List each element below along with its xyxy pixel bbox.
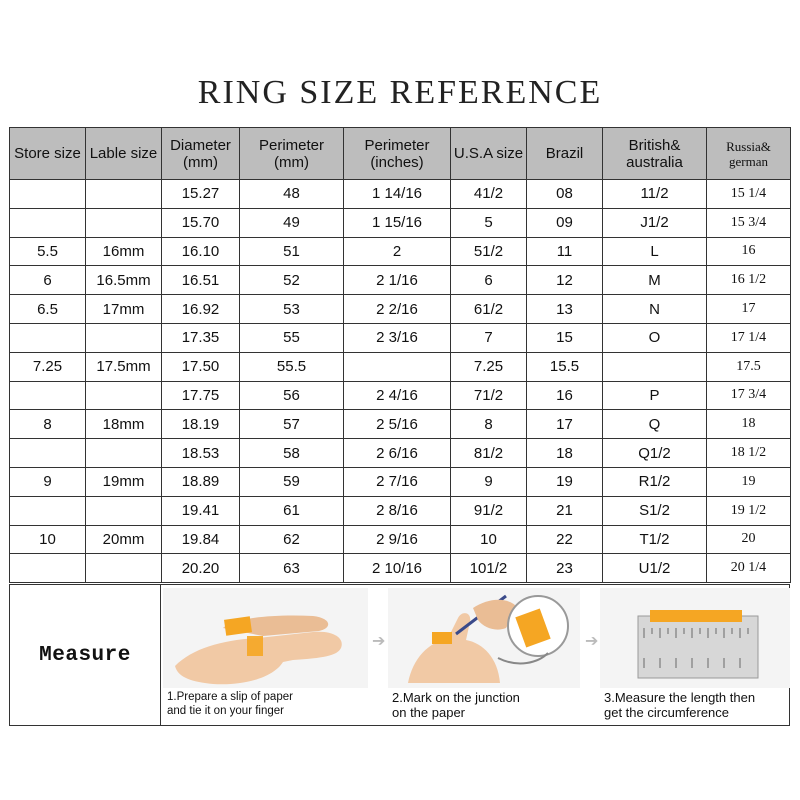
- table-cell: S1/2: [603, 496, 707, 525]
- table-row: [10, 525, 791, 554]
- table-cell: [86, 496, 162, 525]
- table-cell: 15.70: [162, 208, 240, 237]
- table-cell: 16.5mm: [86, 266, 162, 295]
- table-cell: 55.5: [240, 352, 344, 381]
- table-cell: 09: [527, 208, 603, 237]
- finger-wrap-illustration: [163, 588, 368, 688]
- table-cell: 9: [10, 467, 86, 496]
- table-row: [10, 467, 791, 496]
- table-cell: [603, 352, 707, 381]
- table-cell: R1/2: [603, 467, 707, 496]
- table-cell: 19.84: [162, 525, 240, 554]
- table-cell: 2 10/16: [344, 554, 451, 583]
- table-cell: 20 1/4: [707, 554, 791, 583]
- table-cell: 53: [240, 295, 344, 324]
- table-cell: 2 7/16: [344, 467, 451, 496]
- table-cell: 101/2: [451, 554, 527, 583]
- table-cell: 19: [707, 467, 791, 496]
- table-cell: 16.92: [162, 295, 240, 324]
- table-cell: [86, 381, 162, 410]
- table-cell: 17 3/4: [707, 381, 791, 410]
- table-cell: 91/2: [451, 496, 527, 525]
- table-cell: 21: [527, 496, 603, 525]
- table-cell: 11: [527, 237, 603, 266]
- table-cell: 22: [527, 525, 603, 554]
- table-cell: 11/2: [603, 180, 707, 209]
- table-cell: M: [603, 266, 707, 295]
- table-cell: [10, 496, 86, 525]
- ruler-measure-illustration: [600, 588, 790, 688]
- table-cell: 81/2: [451, 439, 527, 468]
- table-cell: 16 1/2: [707, 266, 791, 295]
- table-cell: 12: [527, 266, 603, 295]
- table-cell: 15.27: [162, 180, 240, 209]
- table-cell: 1 15/16: [344, 208, 451, 237]
- step-2-caption: 2.Mark on the junction on the paper: [392, 690, 520, 720]
- table-cell: 57: [240, 410, 344, 439]
- table-row: [10, 208, 791, 237]
- table-cell: 1 14/16: [344, 180, 451, 209]
- arrow-right-icon: ➔: [372, 633, 386, 650]
- table-cell: 18.89: [162, 467, 240, 496]
- table-cell: 17mm: [86, 295, 162, 324]
- column-header: U.S.A size: [451, 128, 527, 180]
- table-cell: 18 1/2: [707, 439, 791, 468]
- table-cell: 17.50: [162, 352, 240, 381]
- table-cell: 19.41: [162, 496, 240, 525]
- table-cell: 16: [527, 381, 603, 410]
- measure-step-3: [600, 585, 790, 725]
- table-cell: 5: [451, 208, 527, 237]
- table-cell: 2 8/16: [344, 496, 451, 525]
- table-cell: 41/2: [451, 180, 527, 209]
- table-cell: 23: [527, 554, 603, 583]
- table-cell: 19mm: [86, 467, 162, 496]
- table-cell: 48: [240, 180, 344, 209]
- table-cell: 51: [240, 237, 344, 266]
- table-cell: 49: [240, 208, 344, 237]
- table-cell: 61: [240, 496, 344, 525]
- table-cell: 15 1/4: [707, 180, 791, 209]
- table-cell: 6.5: [10, 295, 86, 324]
- table-cell: 19 1/2: [707, 496, 791, 525]
- table-cell: 55: [240, 323, 344, 352]
- table-row: [10, 180, 791, 209]
- table-cell: Q1/2: [603, 439, 707, 468]
- table-cell: 10: [451, 525, 527, 554]
- table-cell: 59: [240, 467, 344, 496]
- table-row: [10, 295, 791, 324]
- table-cell: 6: [451, 266, 527, 295]
- table-cell: 52: [240, 266, 344, 295]
- table-cell: 17.35: [162, 323, 240, 352]
- table-cell: [86, 439, 162, 468]
- table-cell: 7.25: [451, 352, 527, 381]
- table-row: [10, 410, 791, 439]
- column-header: Perimeter (inches): [344, 128, 451, 180]
- table-row: [10, 266, 791, 295]
- table-cell: U1/2: [603, 554, 707, 583]
- table-cell: [10, 381, 86, 410]
- ring-size-table: [9, 127, 791, 583]
- column-header: Russia& german: [707, 128, 791, 180]
- table-cell: 2 1/16: [344, 266, 451, 295]
- table-cell: 2 4/16: [344, 381, 451, 410]
- table-cell: 13: [527, 295, 603, 324]
- table-cell: [86, 208, 162, 237]
- table-cell: 58: [240, 439, 344, 468]
- table-row: [10, 496, 791, 525]
- table-cell: 2 3/16: [344, 323, 451, 352]
- column-header: Store size: [10, 128, 86, 180]
- table-cell: 18mm: [86, 410, 162, 439]
- table-row: [10, 439, 791, 468]
- table-cell: 51/2: [451, 237, 527, 266]
- table-cell: 17: [707, 295, 791, 324]
- table-header-row: [10, 128, 791, 180]
- table-cell: 18.19: [162, 410, 240, 439]
- table-cell: [10, 180, 86, 209]
- table-cell: 2 2/16: [344, 295, 451, 324]
- column-header: Lable size: [86, 128, 162, 180]
- table-cell: 17.75: [162, 381, 240, 410]
- table-cell: 7: [451, 323, 527, 352]
- table-cell: 19: [527, 467, 603, 496]
- table-cell: [10, 323, 86, 352]
- table-cell: 18.53: [162, 439, 240, 468]
- arrow-right-icon: ➔: [585, 633, 599, 650]
- table-row: [10, 323, 791, 352]
- table-body: [10, 180, 791, 583]
- table-cell: 8: [10, 410, 86, 439]
- table-cell: 56: [240, 381, 344, 410]
- table-row: [10, 554, 791, 583]
- table-cell: 15 3/4: [707, 208, 791, 237]
- table-cell: O: [603, 323, 707, 352]
- table-cell: [10, 208, 86, 237]
- table-cell: [86, 180, 162, 209]
- table-cell: 16mm: [86, 237, 162, 266]
- table-cell: 18: [527, 439, 603, 468]
- measure-panel: [9, 584, 790, 726]
- table-cell: 9: [451, 467, 527, 496]
- table-row: [10, 237, 791, 266]
- table-cell: 17.5: [707, 352, 791, 381]
- table-cell: [10, 554, 86, 583]
- table-cell: 2: [344, 237, 451, 266]
- step-1-caption: 1.Prepare a slip of paper and tie it on your finger: [167, 691, 293, 717]
- table-cell: 61/2: [451, 295, 527, 324]
- table-cell: 20mm: [86, 525, 162, 554]
- table-cell: [86, 323, 162, 352]
- table-cell: 8: [451, 410, 527, 439]
- table-cell: 62: [240, 525, 344, 554]
- column-header: Brazil: [527, 128, 603, 180]
- table-cell: 2 6/16: [344, 439, 451, 468]
- mark-junction-illustration: [388, 588, 580, 688]
- table-cell: 20.20: [162, 554, 240, 583]
- table-row: [10, 352, 791, 381]
- column-header: Diameter (mm): [162, 128, 240, 180]
- measure-step-2: [388, 585, 580, 725]
- table-cell: 17: [527, 410, 603, 439]
- table-cell: L: [603, 237, 707, 266]
- table-cell: 16.51: [162, 266, 240, 295]
- table-cell: 18: [707, 410, 791, 439]
- table-cell: 6: [10, 266, 86, 295]
- table-cell: 7.25: [10, 352, 86, 381]
- table-cell: N: [603, 295, 707, 324]
- table-cell: [344, 352, 451, 381]
- table-cell: 17 1/4: [707, 323, 791, 352]
- table-cell: 63: [240, 554, 344, 583]
- table-cell: 17.5mm: [86, 352, 162, 381]
- table-cell: 15: [527, 323, 603, 352]
- measure-step-1: [163, 585, 368, 725]
- table-cell: 5.5: [10, 237, 86, 266]
- table-cell: 2 9/16: [344, 525, 451, 554]
- column-header: British& australia: [603, 128, 707, 180]
- table-cell: [10, 439, 86, 468]
- table-cell: T1/2: [603, 525, 707, 554]
- column-header: Perimeter (mm): [240, 128, 344, 180]
- table-cell: 16.10: [162, 237, 240, 266]
- table-cell: [86, 554, 162, 583]
- table-cell: Q: [603, 410, 707, 439]
- table-row: [10, 381, 791, 410]
- table-cell: 2 5/16: [344, 410, 451, 439]
- table-cell: 08: [527, 180, 603, 209]
- table-cell: 20: [707, 525, 791, 554]
- measure-label: Measure: [10, 585, 161, 725]
- step-3-caption: 3.Measure the length then get the circumference: [604, 690, 756, 720]
- table-cell: J1/2: [603, 208, 707, 237]
- table-cell: 16: [707, 237, 791, 266]
- table-cell: 10: [10, 525, 86, 554]
- table-cell: 15.5: [527, 352, 603, 381]
- table-cell: P: [603, 381, 707, 410]
- table-cell: 71/2: [451, 381, 527, 410]
- page-title: RING SIZE REFERENCE: [197, 74, 603, 111]
